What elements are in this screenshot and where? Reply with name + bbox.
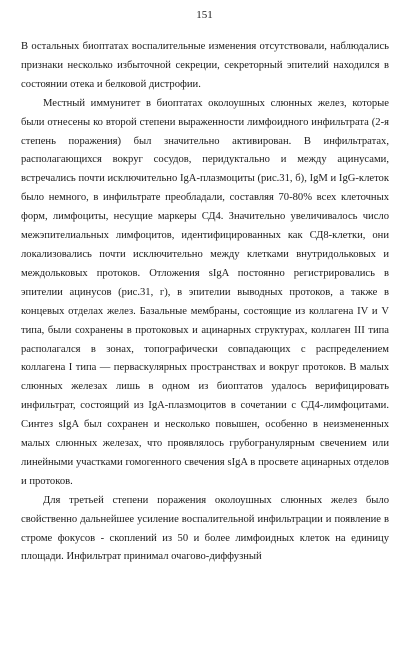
page-number: 151	[196, 9, 213, 21]
paragraph-1: В остальных биоптатах воспалительные изменения отсутствовали, наблюдались признаки несколько избыточной секреции, секреторный эпителий находился в состоянии отека и белковой дистрофии.	[21, 41, 389, 90]
paragraph-2: Местный иммунитет в биоптатах околоушных слюнных желез, которые были отнесены ко второй степени выраженности лимфоидного инфильтрата (2-я степень поражения) был значительно активирован. В инфильтратах, располагающихся вокруг сосудов, перидуктально и между ацинусами, встречались почти исключительно IgA-плазмоциты (рис.31, б), IgM и IgG-клеток было немного, в инфильтрате преобладали, составляя 70-80% всех клеточных форм, лимфоциты, несущие маркеры СД4. Значительно увеличивалось число межэпителиальных лимфоцитов, идентифицированных как СД8-клетки, они локализовались почти исключительно между клетками внутридольковых и междольковых протоков. Отложения sIgA постоянно регистрировались в эпителии ацинусов (рис.31, г), в эпителии выводных протоков, а также в концевых отделах желез. Базальные мембраны, состоящие из коллагена IV и V типа, были сохранены в протоковых и ацинарных структурах, коллаген III типа располагался в зонах, топографически совпадающих с распределением коллагена I типа — перваскулярных пространствах и вокруг протоков. В малых слюнных железах лишь в одном из биоптатов удалось верифицировать инфильтрат, состоящий из IgA-плазмоцитов в сочетании с СД4-лимфоцитами. Синтез sIgA был сохранен и несколько повышен, особенно в неизмененных малых слюнных железах, что проявлялось грубогранулярным свечением или линейными участками гомогенного свечения sIgA в просвете ацинарных отделов и протоков.	[21, 97, 389, 487]
body-text	[21, 38, 389, 567]
paragraph-3: Для третьей степени поражения околоушных слюнных желез было свойственно дальнейшее усиление воспалительной инфильтрации и появление в строме фокусов - скоплений из 50 и более лимфоидных клеток на единицу площади. Инфильтрат принимал очагово-диффузный	[21, 494, 389, 563]
